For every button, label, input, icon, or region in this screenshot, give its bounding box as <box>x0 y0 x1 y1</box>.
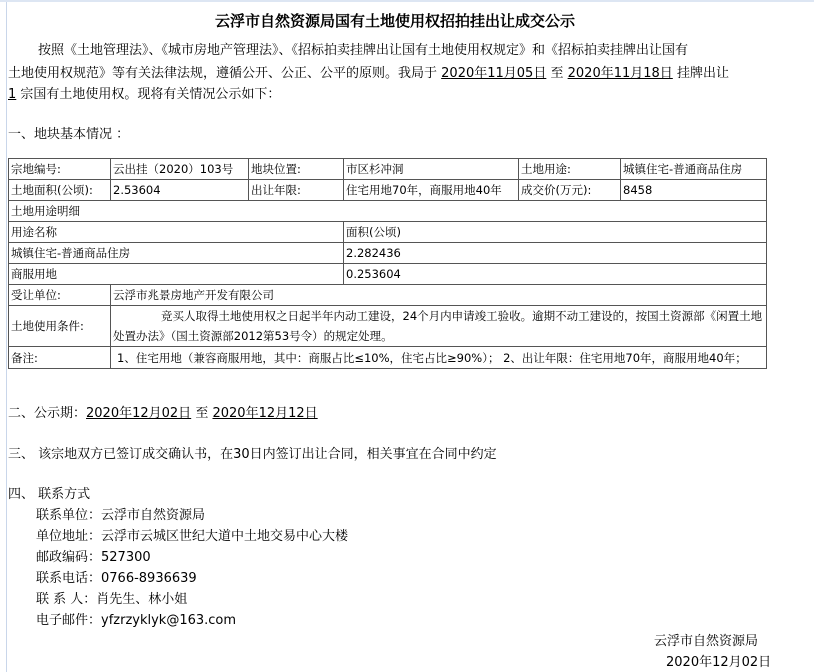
cell: 2.53604 <box>111 180 249 201</box>
contact-item <box>36 504 205 523</box>
notice-end-date: 2020年12月12日 <box>212 406 318 421</box>
cell: 0.253604 <box>344 264 767 285</box>
cell: 面积(公顷) <box>344 222 767 243</box>
cell: 1、住宅用地（兼容商服用地，其中：商服占比≤10%，住宅占比≥90%）； 2、出让年限：住宅用地70年，商服用地40年； <box>111 347 767 369</box>
contact-value: 0766-8936639 <box>101 571 197 586</box>
cell: 土地用途: <box>519 159 621 180</box>
cell: 土地用途明细 <box>9 201 767 222</box>
table-row <box>9 285 767 306</box>
section-3: 三、 该宗地双方已签订成交确认书，在30日内签订出让合同，相关事宜在合同中约定 <box>8 447 497 462</box>
listing-end-date: 2020年11月18日 <box>567 66 673 81</box>
intro-text-2: 挂牌出让 <box>676 66 729 81</box>
section-2-label: 二、公示期： <box>8 406 87 421</box>
parcel-table <box>8 158 767 369</box>
contact-value: 肖先生、林小姐 <box>96 592 188 607</box>
to-text: 至 <box>550 66 564 81</box>
contact-item <box>36 588 187 607</box>
table-row <box>9 347 767 369</box>
contact-item <box>36 525 348 544</box>
cell: 城镇住宅-普通商品住房 <box>621 159 767 180</box>
intro-line-1: 按照《土地管理法》、《城市房地产管理法》、《招标拍卖挂牌出让国有土地使用权规定》和《招标拍卖挂牌出让国有 <box>38 43 689 58</box>
section-2 <box>8 402 318 421</box>
contact-item <box>36 609 236 628</box>
table-row <box>9 159 767 180</box>
intro-line-3 <box>8 83 280 102</box>
cell: 商服用地 <box>9 264 344 285</box>
contact-value: yfzrzyklyk@163.com <box>101 613 237 628</box>
contact-item <box>36 567 197 586</box>
intro-line-2 <box>8 62 729 81</box>
contact-value: 527300 <box>101 550 151 565</box>
cell: 宗地编号: <box>9 159 111 180</box>
cell: 土地面积(公顷): <box>9 180 111 201</box>
cell: 云浮市兆景房地产开发有限公司 <box>111 285 767 306</box>
table-row <box>9 264 767 285</box>
cell: 市区杉冲洞 <box>344 159 519 180</box>
section-4-heading: 四、 联系方式 <box>8 487 91 502</box>
table-row <box>9 222 767 243</box>
listing-start-date: 2020年11月05日 <box>441 66 547 81</box>
section-1-heading: 一、地块基本情况 ： <box>8 127 130 142</box>
cell: 城镇住宅-普通商品住房 <box>9 243 344 264</box>
table-row <box>9 306 767 347</box>
contact-label: 联 系 人： <box>36 592 97 607</box>
left-border <box>6 2 7 672</box>
to-text: 至 <box>195 406 209 421</box>
table-row <box>9 243 767 264</box>
cell: 用途名称 <box>9 222 344 243</box>
contact-value: 云浮市自然资源局 <box>101 508 206 523</box>
contact-label: 单位地址： <box>36 529 102 544</box>
cell: 2.282436 <box>344 243 767 264</box>
contact-value: 云浮市云城区世纪大道中土地交易中心大楼 <box>101 529 349 544</box>
cell: 云出挂（2020）103号 <box>111 159 249 180</box>
table-row <box>9 201 767 222</box>
notice-start-date: 2020年12月02日 <box>86 406 192 421</box>
cell: 成交价(万元): <box>519 180 621 201</box>
signature-date: 2020年12月02日 <box>666 655 772 670</box>
cell: 出让年限: <box>249 180 344 201</box>
cell: 8458 <box>621 180 767 201</box>
cell: 竞买人取得土地使用权之日起半年内动工建设，24个月内申请竣工验收。逾期不动工建设的，按国土资源部《闲置土地处置办法》（国土资源部2012第53号令）的规定处理。 <box>111 306 767 347</box>
parcel-count: 1 <box>8 87 17 102</box>
signature-org: 云浮市自然资源局 <box>654 634 759 649</box>
intro-text-3: 宗国有土地使用权。现将有关情况公示如下： <box>20 87 281 102</box>
contact-label: 联系电话： <box>36 571 102 586</box>
cell: 住宅用地70年，商服用地40年 <box>344 180 519 201</box>
cell: 受让单位: <box>9 285 111 306</box>
cell: 地块位置: <box>249 159 344 180</box>
cell: 备注: <box>9 347 111 369</box>
contact-label: 邮政编码： <box>36 550 102 565</box>
contact-label: 联系单位： <box>36 508 102 523</box>
table-row <box>9 180 767 201</box>
contact-item <box>36 546 151 565</box>
intro-text: 土地使用权规范》等有关法律法规，遵循公开、公正、公平的原则。我局于 <box>8 66 438 81</box>
page-title: 云浮市自然资源局国有土地使用权招拍挂出让成交公示 <box>214 12 575 30</box>
cell: 土地使用条件: <box>9 306 111 347</box>
contact-label: 电子邮件： <box>36 613 102 628</box>
